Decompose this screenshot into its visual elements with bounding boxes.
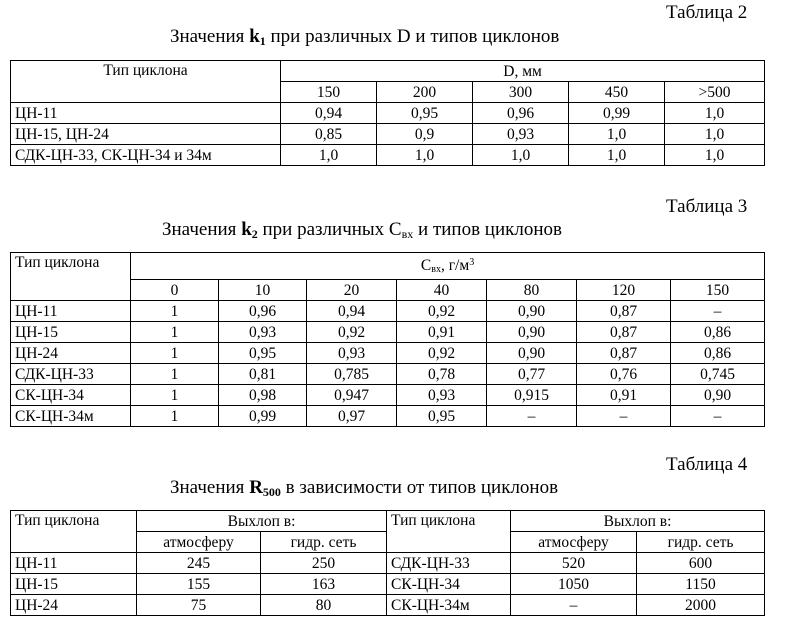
table3-header-group-sup: 3 [469,257,475,268]
table2-cell: 1,0 [569,145,665,166]
table2-title [170,26,559,49]
table3-cell: 0,91 [577,385,671,406]
table3-cell: 0,90 [487,343,577,364]
table2-cell-type: ЦН-15, ЦН-24 [11,124,281,145]
table3-cell-type: СК-ЦН-34м [11,406,131,427]
table3-cell: 1 [131,301,219,322]
table-row [11,553,765,574]
table3 [10,252,765,427]
table3-title-var: k [241,219,252,240]
table3-cell: 0,91 [397,322,487,343]
table2-cell: 1,0 [569,124,665,145]
table2-header-group: D, мм [281,61,765,82]
table3-col-header: 0 [131,280,219,301]
table4-cell-type: СК-ЦН-34 [387,574,511,595]
table-row [11,406,765,427]
table3-header-group-sub: вх [431,264,441,275]
table4-cell-type: ЦН-11 [11,553,137,574]
table2-cell: 0,96 [473,103,569,124]
table-row [11,145,765,166]
table4-cell: 520 [511,553,637,574]
table4 [10,510,765,616]
table3-cell: 0,77 [487,364,577,385]
table4-cell-type: СДК-ЦН-33 [387,553,511,574]
table-row [11,61,765,82]
table3-header-group [131,253,765,280]
table4-header-exhaust-left: Выхлоп в: [137,511,387,532]
table3-label: Таблица 3 [666,196,748,217]
table3-cell-type: ЦН-11 [11,301,131,322]
table2-cell: 0,85 [281,124,377,145]
table3-cell: 0,97 [307,406,397,427]
table3-cell: – [671,406,765,427]
table4-label: Таблица 4 [666,454,748,475]
table3-cell: 1 [131,343,219,364]
table4-cell: 155 [137,574,261,595]
table3-cell: 0,81 [219,364,307,385]
table2-title-suffix: при различных D и типов циклонов [265,26,560,47]
table3-title-prefix: Значения [162,219,242,240]
table-row [11,253,765,280]
table4-cell: 245 [137,553,261,574]
table-row [11,595,765,616]
table3-cell: 0,87 [577,322,671,343]
table-row [11,301,765,322]
table4-title-prefix: Значения [170,477,250,498]
table2-cell: 0,93 [473,124,569,145]
table4-title-suffix: в зависимости от типов циклонов [280,477,559,498]
table2-cell: 0,9 [377,124,473,145]
table2-title-prefix: Значения [170,26,250,47]
table3-col-header: 150 [671,280,765,301]
table4-header-atm-right: атмосферу [511,532,637,553]
table3-cell: 0,78 [397,364,487,385]
table2-cell: 0,95 [377,103,473,124]
table4-cell-type: ЦН-24 [11,595,137,616]
table3-cell-type: ЦН-24 [11,343,131,364]
table4-cell: 80 [261,595,387,616]
table4-cell: 250 [261,553,387,574]
table4-cell: – [511,595,637,616]
table3-cell: 0,90 [487,301,577,322]
table4-header-net-right: гидр. сеть [637,532,765,553]
table3-cell: 0,93 [397,385,487,406]
table2-cell: 1,0 [281,145,377,166]
table2-col-header: 150 [281,82,377,103]
table2-label: Таблица 2 [666,2,748,23]
table3-header-type: Тип циклона [11,253,131,301]
table3-cell: 0,90 [671,385,765,406]
table4-cell: 600 [637,553,765,574]
table4-title [170,477,558,500]
table2-title-var-sub: 1 [259,34,266,48]
table4-title-var: R [249,477,263,498]
table3-cell-type: ЦН-15 [11,322,131,343]
table3-cell: 0,93 [307,343,397,364]
table3-cell: 0,947 [307,385,397,406]
table4-header-atm-left: атмосферу [137,532,261,553]
table3-cell: 0,99 [219,406,307,427]
table2-cell-type: ЦН-11 [11,103,281,124]
table3-col-header: 20 [307,280,397,301]
table3-cell: 0,95 [397,406,487,427]
table3-cell: 0,915 [487,385,577,406]
table3-cell: 0,745 [671,364,765,385]
table2-cell: 1,0 [665,103,765,124]
table3-cell: 0,785 [307,364,397,385]
table2-col-header: 450 [569,82,665,103]
table2-cell: 0,94 [281,103,377,124]
table2-col-header: >500 [665,82,765,103]
table2-cell: 0,99 [569,103,665,124]
table-row [11,574,765,595]
table4-cell: 163 [261,574,387,595]
table2-col-header: 200 [377,82,473,103]
table-row [11,511,765,532]
table3-cell-type: СДК-ЦН-33 [11,364,131,385]
table3-cell: 0,98 [219,385,307,406]
table2-cell: 1,0 [665,145,765,166]
table3-title-suffix: и типов циклонов [413,219,562,240]
table3-cell: 0,92 [397,301,487,322]
table3-cell: 0,76 [577,364,671,385]
table4-header-type-left: Тип циклона [11,511,137,553]
table2 [10,60,765,166]
table2-cell: 1,0 [377,145,473,166]
table4-header-net-left: гидр. сеть [261,532,387,553]
table3-header-group-main: С [420,257,432,274]
table4-cell: 1150 [637,574,765,595]
table3-col-header: 40 [397,280,487,301]
table3-cell: 1 [131,364,219,385]
table4-header-type-right: Тип циклона [387,511,511,553]
table3-cell: 0,87 [577,301,671,322]
table3-cell-type: СК-ЦН-34 [11,385,131,406]
table3-col-header: 80 [487,280,577,301]
table3-title [162,219,562,242]
table3-header-group-units: , г/м [440,257,470,274]
table2-cell: 1,0 [665,124,765,145]
table3-cell: 1 [131,322,219,343]
table2-header-type: Тип циклона [11,61,281,103]
table4-header-exhaust-right: Выхлоп в: [511,511,765,532]
table2-title-var: k [249,26,260,47]
table3-cell: 0,86 [671,343,765,364]
table3-cell: 0,90 [487,322,577,343]
table4-title-var-sub: 500 [262,485,281,499]
table3-cell: 0,92 [397,343,487,364]
table3-cell: 0,87 [577,343,671,364]
table4-cell: 1050 [511,574,637,595]
table-row [11,124,765,145]
table3-cell: 0,92 [307,322,397,343]
table3-cell: – [577,406,671,427]
table3-cell: 1 [131,406,219,427]
table3-cell: 0,94 [307,301,397,322]
table2-cell-type: СДК-ЦН-33, СК-ЦН-34 и 34м [11,145,281,166]
table4-cell: 2000 [637,595,765,616]
table3-cell: 0,95 [219,343,307,364]
table-row [11,364,765,385]
table3-title-mid-sub: вх [401,227,414,241]
table-row [11,385,765,406]
table3-cell: 0,86 [671,322,765,343]
table4-cell-type: СК-ЦН-34м [387,595,511,616]
table2-cell: 1,0 [473,145,569,166]
table3-title-var-sub: 2 [251,227,258,241]
table4-cell-type: ЦН-15 [11,574,137,595]
table3-cell: 1 [131,385,219,406]
table3-col-header: 10 [219,280,307,301]
table3-cell: 0,96 [219,301,307,322]
table3-title-mid: при различных С [257,219,402,240]
table4-cell: 75 [137,595,261,616]
table3-cell: 0,93 [219,322,307,343]
table3-col-header: 120 [577,280,671,301]
table-row [11,103,765,124]
table2-col-header: 300 [473,82,569,103]
table-row [11,322,765,343]
table3-cell: – [671,301,765,322]
table-row [11,343,765,364]
table3-cell: – [487,406,577,427]
